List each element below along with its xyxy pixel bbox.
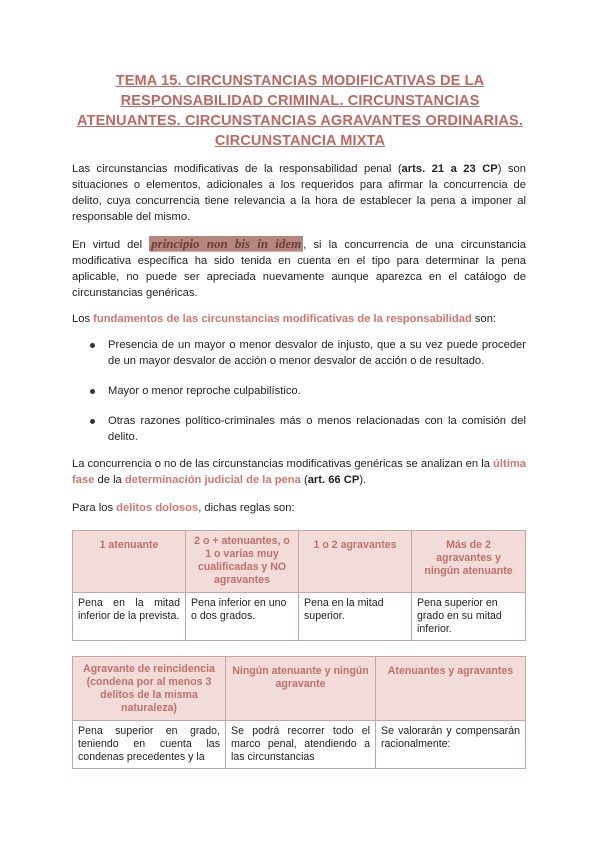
paragraph-non-bis-in-idem: [72, 236, 526, 301]
paragraph-intro: [72, 161, 526, 225]
principle-highlight: principio non bis in idem: [151, 236, 302, 251]
intro-text-b: ) son situaciones o elementos, adicionales a los requeridos para afirmar la concurrencia de delito, cuya concurrencia tiene relevancia a la hora de establecer la pena a imponer al responsable del mismo.: [72, 163, 526, 223]
delitos-dolosos-highlight: delitos dolosos: [116, 502, 199, 514]
table-row: [73, 721, 526, 769]
determinacion-article-ref: art. 66 CP: [307, 474, 360, 486]
list-item: Otras razones político-criminales más o menos relacionadas con la comisión del delito.: [72, 413, 526, 445]
determinacion-judicial-highlight: determinación judicial de la pena: [124, 474, 301, 486]
page-title: TEMA 15. CIRCUNSTANCIAS MODIFICATIVAS DE LA RESPONSABILIDAD CRIMINAL. CIRCUNSTANCIAS ATENUANTES. CIRCUNSTANCIAS AGRAVANTES ORDINARIAS. CIRCUNSTANCIA MIXTA: [77, 73, 523, 149]
list-item: Presencia de un mayor o menor desvalor de injusto, que a su vez puede proceder de un mayor desvalor de acción o menor desvalor de acción o de resultado.: [72, 337, 526, 369]
paragraph-fundamentos: [72, 311, 526, 327]
table-header-row: [73, 657, 526, 721]
table-cell: Pena en la mitad inferior de la prevista.: [73, 593, 186, 641]
table-header-cell: Más de 2 agravantes y ningún atenuante: [412, 531, 526, 593]
intro-article-ref: arts. 21 a 23 CP: [401, 163, 498, 175]
fundamentos-text-a: Los: [72, 313, 94, 325]
table-cell: Pena en la mitad superior.: [299, 593, 412, 641]
fundamentos-text-b: son:: [471, 313, 497, 325]
table-row: [73, 593, 526, 641]
dolosos-text-b: , dichas reglas son:: [198, 502, 295, 514]
table-header-cell: 1 o 2 agravantes: [299, 531, 412, 593]
fundamentos-highlight: fundamentos de las circunstancias modificativas de la responsabilidad: [93, 313, 472, 325]
table-header-cell: 1 atenuante: [73, 531, 186, 593]
table-header-row: [73, 531, 526, 593]
paragraph-delitos-dolosos: [72, 500, 526, 516]
ultima-fase-highlight: última fase: [72, 458, 526, 486]
table-cell: Pena inferior en uno o dos grados.: [186, 593, 299, 641]
non-bis-text-b: , si la concurrencia de una circunstancia modificativa específica ha sido tenida en cuenta en el tipo para determinar la pena aplicable, no puede ser apreciada nuevamente aunque aparezca en el catálogo de circunstancias genéricas.: [72, 239, 526, 299]
determinacion-text-c: (: [300, 474, 308, 486]
table-cell: Pena superior en grado, teniendo en cuenta las condenas precedentes y la: [73, 721, 226, 769]
table-header-cell: Agravante de reincidencia (condena por al menos 3 delitos de la misma naturaleza): [73, 657, 226, 721]
intro-text-a: Las circunstancias modificativas de la responsabilidad penal (: [72, 163, 402, 175]
table-cell: Pena superior en grado en su mitad inferior.: [412, 593, 526, 641]
dolosos-text-a: Para los: [72, 502, 117, 514]
determinacion-text-a: La concurrencia o no de las circunstancias modificativas genéricas se analizan en la: [72, 458, 494, 470]
fundamentos-list: [72, 337, 526, 445]
table-header-cell: Atenuantes y agravantes: [376, 657, 526, 721]
paragraph-determinacion: [72, 456, 526, 488]
rules-table-2: [72, 656, 526, 769]
table-header-cell: Ningún atenuante y ningún agravante: [226, 657, 376, 721]
table-cell: Se valorarán y compensarán racionalmente:: [376, 721, 526, 769]
determinacion-text-b: de la: [94, 474, 125, 486]
list-item: Mayor o menor reproche culpabilístico.: [72, 383, 526, 399]
rules-table-1: [72, 530, 526, 641]
table-header-cell: 2 o + atenuantes, o 1 o varias muy cualificadas y NO agravantes: [186, 531, 299, 593]
non-bis-text-a: En virtud del: [72, 239, 150, 251]
determinacion-text-d: ).: [359, 474, 367, 486]
table-cell: Se podrá recorrer todo el marco penal, atendiendo a las circunstancias: [226, 721, 376, 769]
